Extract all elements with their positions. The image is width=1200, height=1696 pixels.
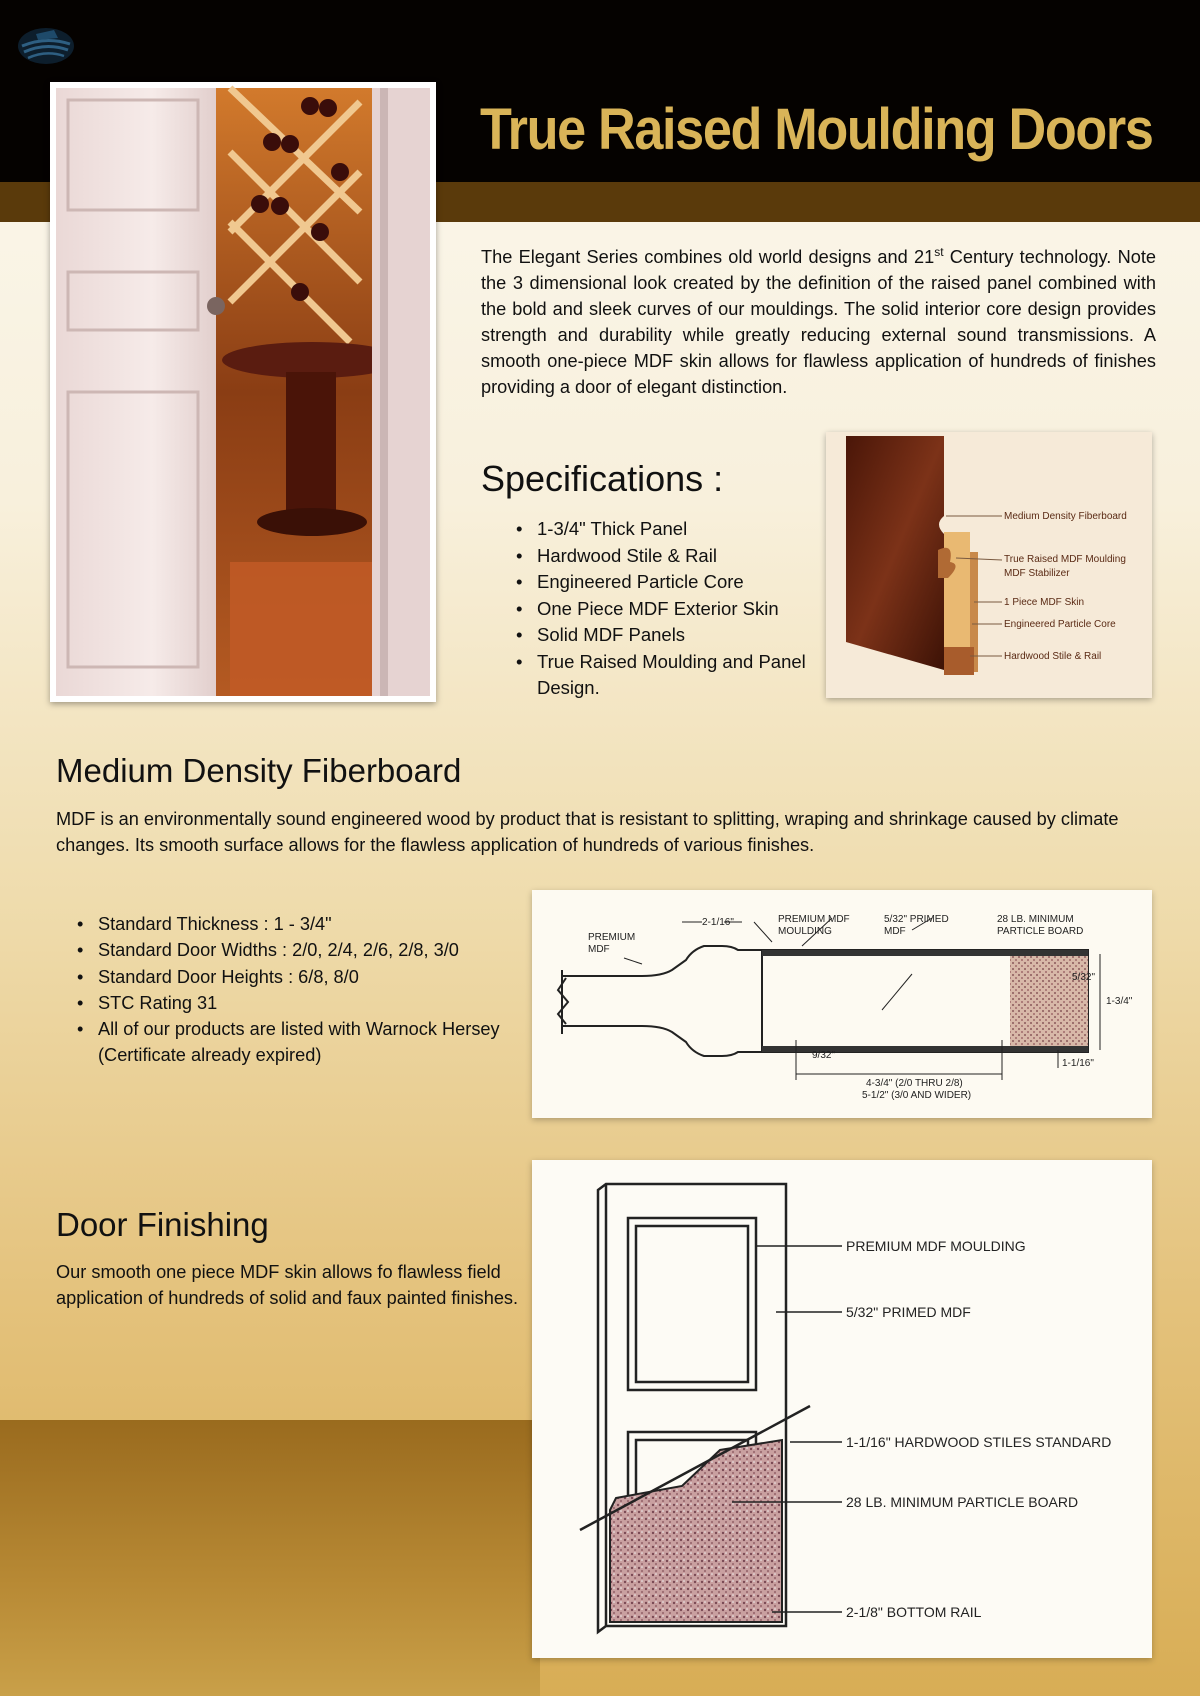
cross-section-label: Engineered Particle Core [1004,619,1116,630]
door-cross-section-image [826,432,1152,698]
intro-text-end: Century technology. Note the 3 dimensional look created by the definition of the raised panel combined with the bold and sleek curves of our mouldings. The solid interior core design provides strength and durability while greatly reducing external sound transmissions. A smooth one-piece MDF skin allows for flawless application of hundreds of finishes providing a door of elegant distinction. [481,247,1156,397]
door-finishing-paragraph: Our smooth one piece MDF skin allows fo flawless field application of hundreds of solid and faux painted finishes. [56,1262,519,1309]
intro-paragraph [481,244,1156,400]
list-item: • Standard Door Widths : 2/0, 2/4, 2/6, 2/8, 3/0 [68,937,528,963]
stile-section-diagram [532,890,1152,1118]
diagram-label: 1-1/16" HARDWOOD STILES STANDARD [846,1434,1112,1450]
cross-section-label: 1 Piece MDF Skin [1004,597,1085,608]
intro-text-start: The Elegant Series combines old world designs and 21 [481,247,935,267]
diagram-label: MDF [588,944,610,955]
mdf-list [68,911,528,1069]
diagram-label: 28 LB. MINIMUM [997,914,1074,925]
diagram-label: 2-1/8" BOTTOM RAIL [846,1604,982,1620]
cross-section-label: MDF Stabilizer [1004,568,1070,579]
list-item: • STC Rating 31 [68,990,528,1016]
intro-superscript: st [934,244,944,259]
diagram-label: 5-1/2" (3/0 AND WIDER) [862,1090,972,1101]
diagram-label: 1-1/16" [1062,1058,1094,1069]
cross-section-label: True Raised MDF Moulding [1004,554,1126,565]
list-item: • All of our products are listed with Warnock Hersey (Certificate already expired) [68,1016,528,1069]
diagram-label: 28 LB. MINIMUM PARTICLE BOARD [846,1494,1079,1510]
list-item: • True Raised Moulding and Panel Design. [507,649,827,702]
diagram-label: PREMIUM MDF [778,914,850,925]
list-item: • Standard Door Heights : 6/8, 8/0 [68,964,528,990]
list-item: • Hardwood Stile & Rail [507,543,827,570]
diagram-label: 1-3/4" [1106,996,1133,1007]
diagram-label: PARTICLE BOARD [997,926,1084,937]
diagram-label: PREMIUM MDF MOULDING [846,1238,1026,1254]
list-item: • 1-3/4" Thick Panel [507,516,827,543]
footer-band [0,1420,540,1696]
mdf-heading: Medium Density Fiberboard [56,752,462,789]
list-item: • Engineered Particle Core [507,569,827,596]
specifications-list [507,516,827,702]
diagram-label: 9/32" [812,1050,836,1061]
list-item: • Solid MDF Panels [507,622,827,649]
diagram-label: PREMIUM [588,932,636,943]
door-finishing-heading: Door Finishing [56,1206,269,1243]
page-title: True Raised Moulding Doors [480,97,1153,162]
diagram-label: 5/32" PRIMED [884,914,949,925]
diagram-label: 4-3/4" (2/0 THRU 2/8) [866,1078,963,1089]
door-construction-diagram [532,1160,1152,1658]
diagram-label: 5/32" [1072,972,1096,983]
diagram-label: MOULDING [778,926,832,937]
diagram-label: 2-1/16" [702,917,734,928]
mdf-paragraph: MDF is an environmentally sound engineered wood by product that is resistant to splitting, wraping and shrinkage caused by climate changes. Its smooth surface allows for the flawless application of hundreds of various finishes. [56,809,1119,855]
door-photo [50,82,436,702]
cross-section-label: Hardwood Stile & Rail [1004,651,1102,662]
specifications-heading: Specifications : [481,458,724,499]
cross-section-label: Medium Density Fiberboard [1004,511,1127,522]
ship-logo-icon [14,16,78,68]
list-item: • Standard Thickness : 1 - 3/4" [68,911,528,937]
diagram-label: 5/32" PRIMED MDF [846,1304,971,1320]
diagram-label: MDF [884,926,906,937]
list-item: • One Piece MDF Exterior Skin [507,596,827,623]
